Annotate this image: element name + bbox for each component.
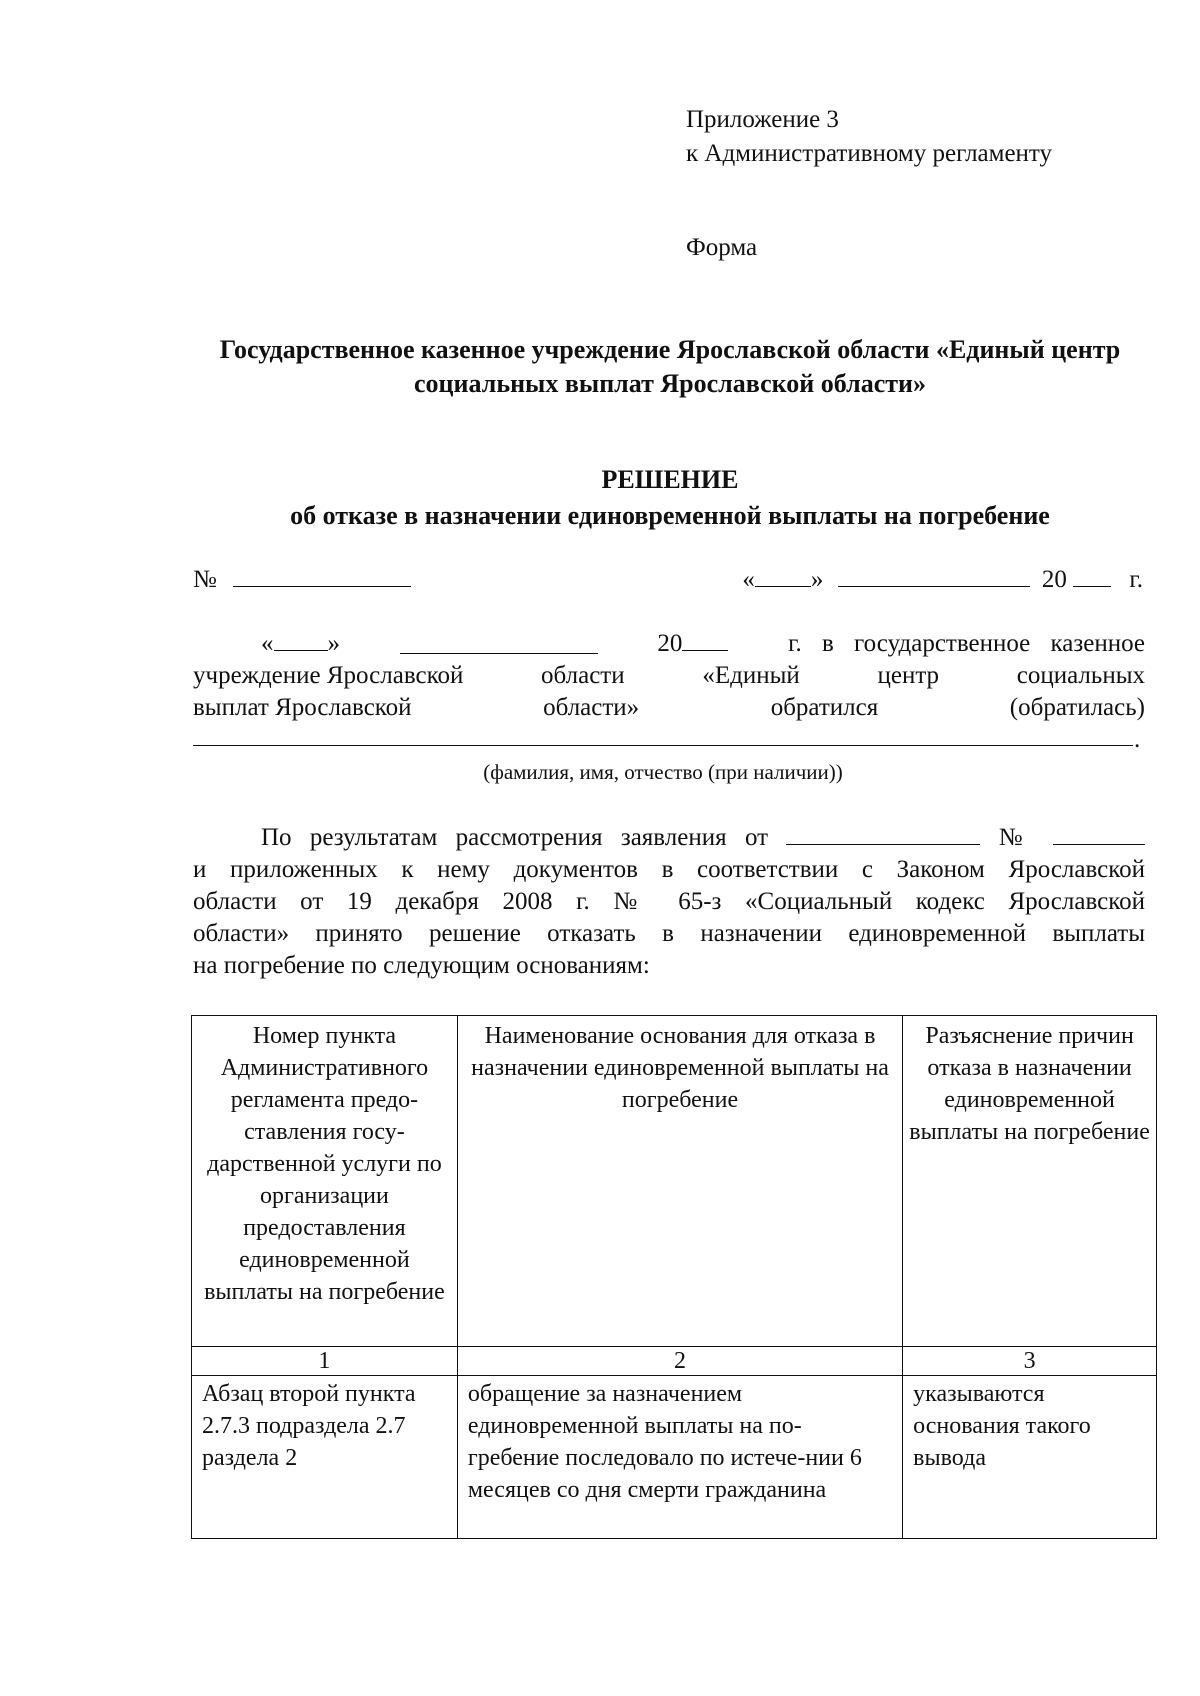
intro-text-1: г. в государственное казенное: [788, 630, 1145, 657]
column-number-cell: 3: [903, 1347, 1157, 1376]
form-label: Форма: [686, 234, 758, 261]
intro-paragraph: [193, 628, 1145, 724]
application-date-blank[interactable]: [786, 843, 980, 845]
appendix-number: Приложение 3: [686, 106, 839, 133]
appendix-target: к Административному регламенту: [686, 140, 1053, 167]
application-number-blank[interactable]: [1053, 843, 1145, 845]
table-cell-refusal-ground: обращение за назначением единовременной выплаты на по-гребение последовало по истече-нии 6 месяцев со дня смерти гражданина: [457, 1376, 902, 1539]
decision-subtitle: об отказе в назначении единовременной выплаты на погребение: [290, 501, 1050, 530]
table-cell-explanation: указываются основания такого вывода: [903, 1376, 1157, 1539]
organization-name: Государственное казенное учреждение Ярославской области «Единый центр социальных выплат Ярославской области»: [219, 335, 1121, 398]
result-line-2: и приложенных к нему документов в соответствии с Законом Ярославской: [193, 856, 1145, 883]
header-cell-refusal-ground: Наименование основания для отказа в назначении единовременной выплаты на погребение: [457, 1016, 902, 1347]
date-year-blank[interactable]: [1073, 585, 1111, 587]
table-row: [192, 1376, 1157, 1539]
decision-title: РЕШЕНИЕ: [601, 465, 739, 494]
header-cell-regulation-item: Номер пункта Административного регламента предо-ставления госу-дарственной услуги по организации предоставления единовременной выплаты на погребение: [192, 1016, 458, 1347]
table-cell-regulation-item: Абзац второй пункта 2.7.3 подраздела 2.7 раздела 2: [192, 1376, 458, 1539]
decision-number: [193, 566, 411, 594]
appeal-year-blank[interactable]: [682, 649, 728, 651]
applicant-name-blank[interactable]: [193, 745, 1133, 746]
appeal-month-blank[interactable]: [400, 652, 598, 654]
num-sign: №: [193, 566, 217, 593]
intro-line-2: учреждение Ярославской области «Единый центр социальных: [193, 662, 1145, 689]
decision-number-blank[interactable]: [233, 585, 411, 587]
intro-line-3: выплат Ярославской области» обратился (обратилась): [193, 694, 1145, 721]
result-line-5: на погребение по следующим основаниям:: [193, 952, 650, 979]
refusal-grounds-table: [191, 1015, 1157, 1539]
header-cell-explanation: Разъяснение причин отказа в назначении единовременной выплаты на погребение: [903, 1016, 1157, 1347]
date-month-blank[interactable]: [838, 585, 1030, 587]
column-number-cell: 1: [192, 1347, 458, 1376]
name-line-end-dot: .: [1134, 726, 1141, 753]
result-line-3: области от 19 декабря 2008 г. № 65-з «Социальный кодекс Ярославской: [193, 888, 1145, 915]
applicant-name-caption: (фамилия, имя, отчество (при наличии)): [483, 760, 843, 784]
result-line-1: По результатам рассмотрения заявления от №: [193, 822, 1145, 854]
decision-title-block: [185, 462, 1155, 534]
table-header-row: [192, 1016, 1157, 1347]
appeal-day-blank[interactable]: [274, 649, 328, 651]
decision-date: « » 20 г.: [742, 566, 1143, 593]
result-paragraph: [193, 822, 1145, 982]
table-column-numbers-row: [192, 1347, 1157, 1376]
date-day-blank[interactable]: [755, 585, 811, 587]
result-line-4: области» принято решение отказать в назначении единовременной выплаты: [193, 920, 1145, 947]
appendix-reference: [686, 103, 1052, 171]
column-number-cell: 2: [457, 1347, 902, 1376]
intro-line-1: « » 20 г. в государственное казенное: [193, 628, 1145, 660]
